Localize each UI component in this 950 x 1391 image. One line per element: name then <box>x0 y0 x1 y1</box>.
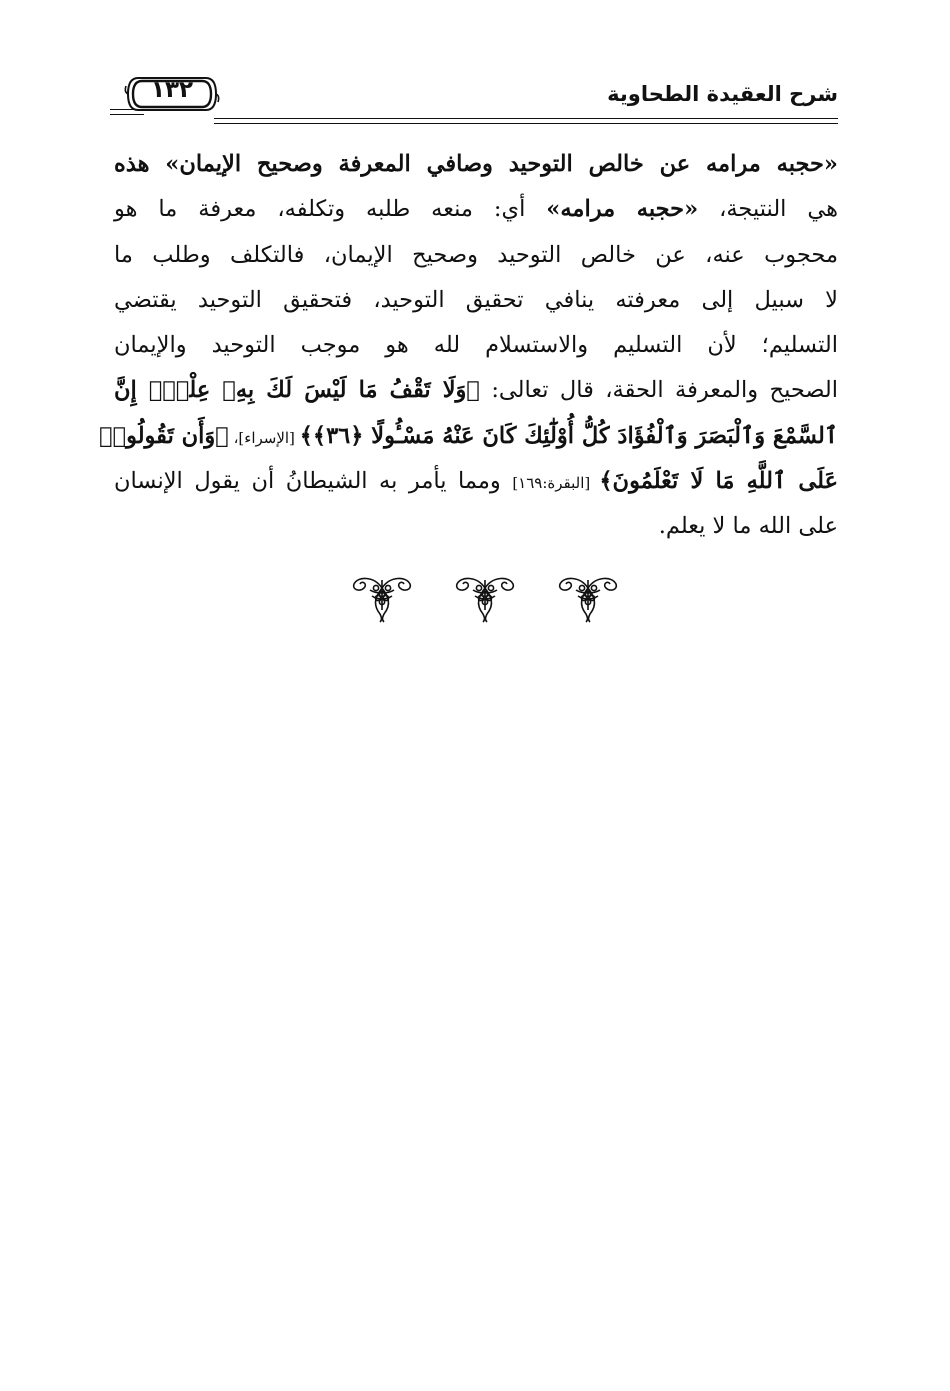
quran-verse: ﴿وَلَا تَقْفُ مَا لَيْسَ لَكَ بِهِۦ عِلْمٌۚ إِنَّ <box>114 377 480 404</box>
header-rule-top <box>214 118 838 119</box>
running-title: شرح العقيدة الطحاوية <box>607 82 838 106</box>
text-segment: «حجبه مرامه عن خالص التوحيد وصافي المعرفة وصحيح الإيمان» هذه <box>114 151 838 177</box>
text-line <box>114 459 838 504</box>
header-rule-bottom <box>214 123 838 124</box>
text-line <box>114 323 838 368</box>
page-number-frame <box>124 72 220 116</box>
text-line <box>114 368 838 413</box>
text-segment: التسليم؛ لأن التسليم والاستسلام لله هو موجب التوحيد والإيمان <box>114 332 838 359</box>
page-number: ١٣٢ <box>150 77 194 103</box>
text-segment: «حجبه مرامه» <box>546 196 699 223</box>
text-line <box>99 414 838 459</box>
fleuron-ornament-icon <box>350 570 414 622</box>
text-segment: ومما يأمر به الشيطانُ أن يقول الإنسان <box>114 468 513 495</box>
text-segment: أي: منعه طلبه وتكلفه، معرفة ما هو <box>114 196 547 223</box>
quran-verse: ﴿وَأَن تَقُولُوا۟ <box>99 422 229 449</box>
body-text <box>99 142 838 550</box>
fleuron-ornament-icon <box>453 570 517 622</box>
text-segment: هي النتيجة، <box>698 196 838 223</box>
text-line <box>114 278 838 323</box>
text-segment: الصحيح والمعرفة الحقة، قال تعالى: <box>479 377 838 404</box>
verse-reference: [الإسراء]، <box>228 428 300 447</box>
text-line <box>114 504 838 549</box>
text-line <box>114 142 838 187</box>
text-line <box>114 187 838 232</box>
quran-verse: ٱلسَّمْعَ وَٱلْبَصَرَ وَٱلْفُؤَادَ كُلُّ أُوْلَٰٓئِكَ كَانَ عَنْهُ مَسْـُٔولًا ﴿٣٦﴾﴾ <box>299 422 838 449</box>
text-segment: محجوب عنه، عن خالص التوحيد وصحيح الإيمان، فالتكلف وطلب ما <box>114 241 838 268</box>
section-ornaments <box>350 570 622 622</box>
verse-reference: [البقرة:١٦٩] <box>512 474 600 493</box>
text-segment: لا سبيل إلى معرفته ينافي تحقيق التوحيد، فتحقيق التوحيد يقتضي <box>114 286 838 313</box>
quran-verse: عَلَى ٱللَّهِ مَا لَا تَعْلَمُونَ﴾ <box>599 468 838 495</box>
fleuron-ornament-icon <box>556 570 620 622</box>
text-segment: على الله ما لا يعلم. <box>658 513 838 540</box>
page-header <box>114 72 838 132</box>
text-line <box>114 233 838 278</box>
